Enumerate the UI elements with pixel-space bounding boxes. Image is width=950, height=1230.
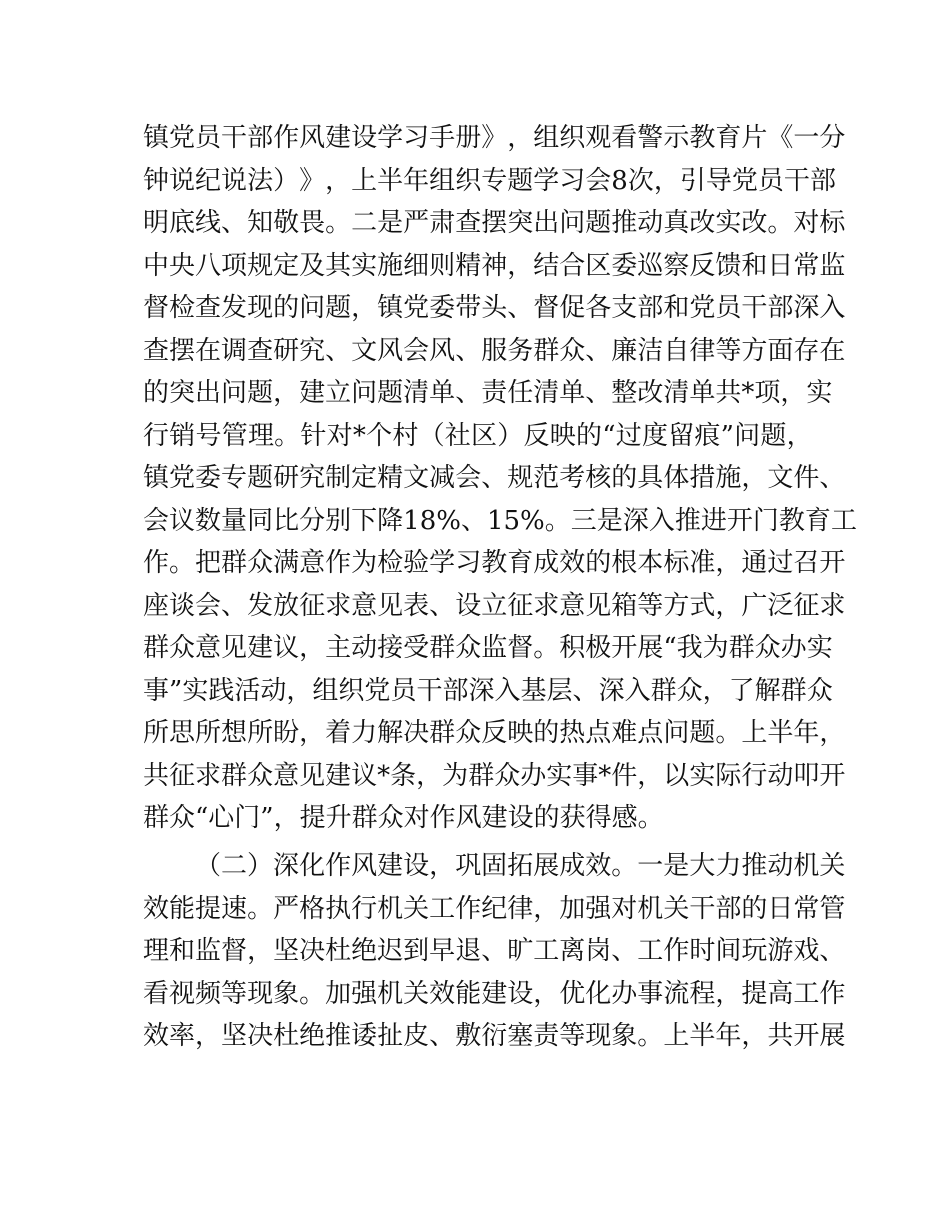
paragraph-2: [143, 845, 846, 1058]
text-line: 共 征 求 群 众 意 见 建 议 * 条 ， 为 群 众 办 实 事 * 件 ， 以 实 际 行 动 叩 开: [143, 760, 846, 791]
text-line: 镇 党 委 专 题 研 究 制 定 精 文 减 会 、 规 范 考 核 的 具 体 措 施 ， 文 件 、: [143, 463, 846, 493]
text-line: 督 检 查 发 现 的 问 题 ， 镇 党 委 带 头 、 督 促 各 支 部 和 党 员 干 部 深 入: [143, 293, 846, 323]
text-line: 钟 说 纪 说 法 ） 》 ， 上 半 年 组 织 专 题 学 习 会 8 次 ， 引 导 党 员 干 部: [143, 165, 836, 196]
text-line: 会 议 数 量 同 比 分 别 下 降 18% 、 15% 。 三 是 深 入 推 进 开 门 教 育 工: [143, 505, 857, 536]
text-line: 中 央 八 项 规 定 及 其 实 施 细 则 精 神 ， 结 合 区 委 巡 察 反 馈 和 日 常 监: [143, 250, 846, 281]
text-line: 事 ” 实 践 活 动 ， 组 织 党 员 干 部 深 入 基 层 、 深 入 群 众 ， 了 解 群 众: [143, 675, 833, 706]
paragraph-1: [143, 117, 857, 840]
text-line: 行 销 号 管 理 。 针 对 * 个 村 （ 社 区 ） 反 映 的 “ 过 度 留 痕 ” 问 题 ，: [143, 420, 813, 451]
text-line: 查 摆 在 调 查 研 究 、 文 风 会 风 、 服 务 群 众 、 廉 洁 自 律 等 方 面 存 在: [143, 335, 846, 366]
text-line: 群 众 意 见 建 议 ， 主 动 接 受 群 众 监 督 。 积 极 开 展 “ 我 为 群 众 办 实: [143, 633, 833, 663]
text-line: 镇 党 员 干 部 作 风 建 设 学 习 手 册 》 ， 组 织 观 看 警 示 教 育 片 《 一 分: [143, 123, 846, 153]
section-heading-line: （ 二 ） 深 化 作 风 建 设 ， 巩 固 拓 展 成 效 。 一 是 大 力 推 动 机 关: [195, 851, 846, 881]
text-line: 效 能 提 速 。 严 格 执 行 机 关 工 作 纪 律 ， 加 强 对 机 关 干 部 的 日 常 管: [143, 893, 846, 924]
text-line: 明 底 线 、 知 敬 畏 。 二 是 严 肃 查 摆 突 出 问 题 推 动 真 改 实 改 。 对 标: [143, 208, 846, 238]
text-line: 理 和 监 督 ， 坚 决 杜 绝 迟 到 早 退 、 旷 工 离 岗 、 工 作 时 间 玩 游 戏 、: [143, 936, 846, 966]
text-line: 群众“心门”，提升群众对作风建设的获得感。: [143, 803, 664, 833]
text-line: 作 。 把 群 众 满 意 作 为 检 验 学 习 教 育 成 效 的 根 本 标 准 ， 通 过 召 开: [143, 548, 846, 578]
text-line: 座 谈 会 、 发 放 征 求 意 见 表 、 设 立 征 求 意 见 箱 等 方 式 ， 广 泛 征 求: [143, 590, 846, 621]
text-line: 的 突 出 问 题 ， 建 立 问 题 清 单 、 责 任 清 单 、 整 改 清 单 共 * 项 ， 实: [143, 378, 833, 408]
text-line: 看 视 频 等 现 象 。 加 强 机 关 效 能 建 设 ， 优 化 办 事 流 程 ， 提 高 工 作: [143, 978, 846, 1009]
text-line: 所 思 所 想 所 盼 ， 着 力 解 决 群 众 反 映 的 热 点 难 点 问 题 。 上 半 年 ，: [143, 718, 846, 748]
text-line: 效 率 ， 坚 决 杜 绝 推 诿 扯 皮 、 敷 衍 塞 责 等 现 象 。 上 半 年 ， 共 开 展: [143, 1021, 846, 1051]
